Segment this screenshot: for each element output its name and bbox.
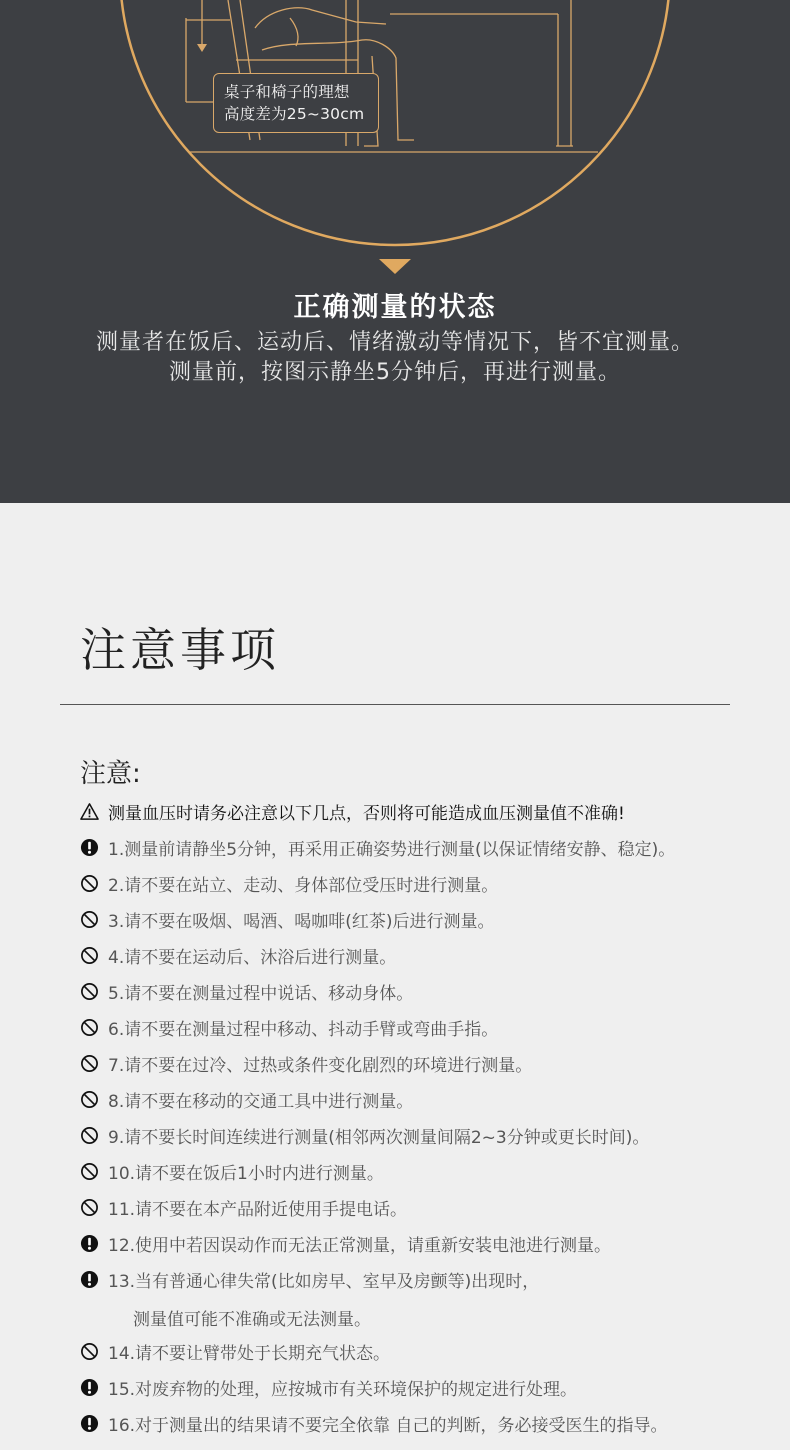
notice-item — [80, 1050, 532, 1076]
notice-item-text: 10.请不要在饭后1小时内进行测量。 — [108, 1163, 384, 1184]
notice-item — [80, 1014, 498, 1040]
state-desc-line-1: 测量者在饭后、运动后、情绪激动等情况下，皆不宜测量。 — [95, 330, 694, 355]
notice-item — [80, 906, 494, 932]
notice-item-text: 8.请不要在移动的交通工具中进行测量。 — [108, 1091, 414, 1112]
warning-triangle-icon — [80, 802, 99, 821]
state-title: 正确测量的状态 — [293, 292, 497, 323]
notice-item — [80, 1266, 539, 1292]
heading-divider — [60, 704, 730, 705]
prohibited-icon — [80, 1126, 99, 1145]
posture-illustration — [0, 0, 790, 503]
notice-item-continuation: 测量值可能不准确或无法测量。 — [133, 1310, 371, 1330]
notice-item — [80, 1194, 407, 1220]
notice-subhead: 注意: — [80, 759, 141, 789]
notice-item-text: 9.请不要长时间连续进行测量(相邻两次测量间隔2~3分钟或更长时间)。 — [108, 1127, 650, 1148]
notice-item — [80, 1374, 577, 1400]
prohibited-icon — [80, 1054, 99, 1073]
notice-item — [80, 978, 413, 1004]
prohibited-icon — [80, 1342, 99, 1361]
prohibited-icon — [80, 982, 99, 1001]
prohibited-icon — [80, 910, 99, 929]
prohibited-icon — [80, 946, 99, 965]
correct-posture-section — [0, 0, 790, 503]
notice-item — [80, 1158, 384, 1184]
warning-row — [80, 798, 625, 824]
notice-item — [80, 1410, 667, 1436]
prohibited-icon — [80, 1162, 99, 1181]
notice-item — [80, 1122, 649, 1148]
notice-item-text: 11.请不要在本产品附近使用手提电话。 — [108, 1199, 408, 1220]
notice-item — [80, 834, 675, 860]
callout-line-1: 桌子和椅子的理想 — [224, 83, 350, 101]
notice-item-text: 14.请不要让臂带处于长期充气状态。 — [108, 1343, 391, 1364]
notice-item — [80, 870, 498, 896]
notice-item-text: 3.请不要在吸烟、喝酒、喝咖啡(红茶)后进行测量。 — [108, 911, 495, 932]
notice-item-text: 5.请不要在测量过程中说话、移动身体。 — [108, 983, 414, 1004]
state-desc-line-2: 测量前，按图示静坐5分钟后，再进行测量。 — [169, 360, 621, 385]
prohibited-icon — [80, 1018, 99, 1037]
prohibited-icon — [80, 1090, 99, 1109]
notice-item-text: 2.请不要在站立、走动、身体部位受压时进行测量。 — [108, 875, 499, 896]
down-arrow-icon — [379, 259, 411, 274]
height-difference-callout — [213, 73, 379, 133]
warning-text: 测量血压时请务必注意以下几点，否则将可能造成血压测量值不准确! — [108, 803, 625, 824]
notice-item-text: 1.测量前请静坐5分钟，再采用正确姿势进行测量(以保证情绪安静、稳定)。 — [108, 839, 676, 860]
notice-item-text: 4.请不要在运动后、沐浴后进行测量。 — [108, 947, 397, 968]
notice-heading: 注意事项 — [80, 623, 280, 677]
notice-item — [80, 1230, 611, 1256]
notice-item — [80, 942, 396, 968]
notice-item — [80, 1338, 390, 1364]
exclamation-icon — [80, 1234, 99, 1253]
state-description — [0, 328, 790, 388]
notice-item-text: 13.当有普通心律失常(比如房早、室早及房颤等)出现时， — [108, 1271, 540, 1292]
prohibited-icon — [80, 1198, 99, 1217]
notice-item-text: 12.使用中若因误动作而无法正常测量，请重新安装电池进行测量。 — [108, 1235, 612, 1256]
prohibited-icon — [80, 874, 99, 893]
notice-item — [80, 1086, 413, 1112]
notice-item-text: 7.请不要在过冷、过热或条件变化剧烈的环境进行测量。 — [108, 1055, 533, 1076]
notice-item-text: 16.对于测量出的结果请不要完全依靠 自己的判断，务必接受医生的指导。 — [108, 1415, 668, 1436]
exclamation-icon — [80, 1378, 99, 1397]
exclamation-icon — [80, 838, 99, 857]
notice-item-text: 15.对废弃物的处理，应按城市有关环境保护的规定进行处理。 — [108, 1379, 578, 1400]
notice-item-text: 6.请不要在测量过程中移动、抖动手臂或弯曲手指。 — [108, 1019, 499, 1040]
callout-line-2: 高度差为25~30cm — [224, 105, 365, 123]
exclamation-icon — [80, 1270, 99, 1289]
exclamation-icon — [80, 1414, 99, 1433]
